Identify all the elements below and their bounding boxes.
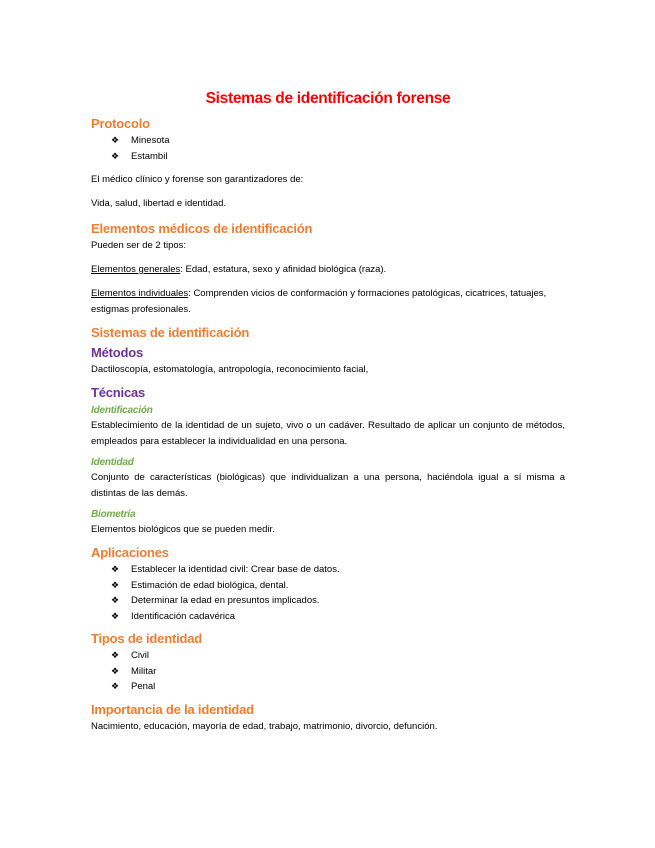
protocolo-list [91,133,565,164]
sistemas-heading: Sistemas de identificación [91,325,250,340]
elementos-generales-label: Elementos generales [91,264,181,275]
elementos-intro: Pueden ser de 2 tipos: [91,240,187,251]
list-item: ❖ Civil [91,648,565,664]
tecnicas-heading: Técnicas [91,385,146,400]
diamond-bullet-icon: ❖ [111,579,120,590]
elementos-individuales: Elementos individuales: Comprenden vicios de conformación y formaciones patológicas, cicatrices, tatuajes, estigmas profesionales. [91,288,547,315]
list-item: ❖ Estimación de edad biológica, dental. [91,578,565,594]
document-title: Sistemas de identificación forense [205,90,451,107]
protocolo-heading: Protocolo [91,116,150,131]
diamond-bullet-icon: ❖ [111,564,120,574]
diamond-bullet-icon: ❖ [111,150,120,161]
diamond-bullet-icon: ❖ [111,650,120,660]
intro-paragraph-2: Vida, salud, libertad e identidad. [91,198,227,209]
identificacion-heading: Identificación [91,405,153,416]
list-item: ❖ Estambil [91,149,565,165]
diamond-bullet-icon: ❖ [111,665,120,676]
list-item: ❖ Penal [91,679,565,695]
list-item: ❖ Determinar la edad en presuntos implicados. [91,593,565,609]
intro-paragraph-1: El médico clínico y forense son garantizadores de: [91,174,304,185]
biometria-text: Elementos biológicos que se pueden medir. [91,524,275,535]
diamond-bullet-icon: ❖ [111,681,120,691]
metodos-text: Dactiloscopía, estomatología, antropología, reconocimiento facial, [91,364,369,375]
identificacion-text: Establecimiento de la identidad de un sujeto, vivo o un cadáver. Resultado de aplicar un conjunto de métodos, empleados para establecer la individualidad en una persona. [91,420,565,447]
elementos-generales: Elementos generales: Edad, estatura, sexo y afinidad biológica (raza). [91,264,387,275]
list-item: ❖ Militar [91,664,565,680]
aplicaciones-list [91,562,565,624]
biometria-heading: Biometría [91,509,136,520]
list-item: ❖ Identificación cadavérica [91,609,565,625]
diamond-bullet-icon: ❖ [111,595,120,605]
elementos-individuales-label: Elementos individuales [91,288,189,299]
aplicaciones-heading: Aplicaciones [91,545,169,560]
importancia-text: Nacimiento, educación, mayoría de edad, trabajo, matrimonio, divorcio, defunción. [91,720,438,732]
diamond-bullet-icon: ❖ [111,610,120,621]
metodos-heading: Métodos [91,345,144,360]
importancia-heading: Importancia de la identidad [91,701,254,717]
diamond-bullet-icon: ❖ [111,135,120,145]
document-body [91,88,565,735]
identidad-text: Conjunto de características (biológicas) que individualizan a una persona, haciéndola igual a sí misma a distintas de las demás. [91,472,565,499]
elementos-heading: Elementos médicos de identificación [91,221,313,236]
list-item: ❖ Establecer la identidad civil: Crear base de datos. [91,562,565,578]
tipos-list [91,648,565,695]
tipos-heading: Tipos de identidad [91,631,203,646]
list-item: ❖ Minesota [91,133,565,149]
identidad-heading: Identidad [91,457,134,468]
